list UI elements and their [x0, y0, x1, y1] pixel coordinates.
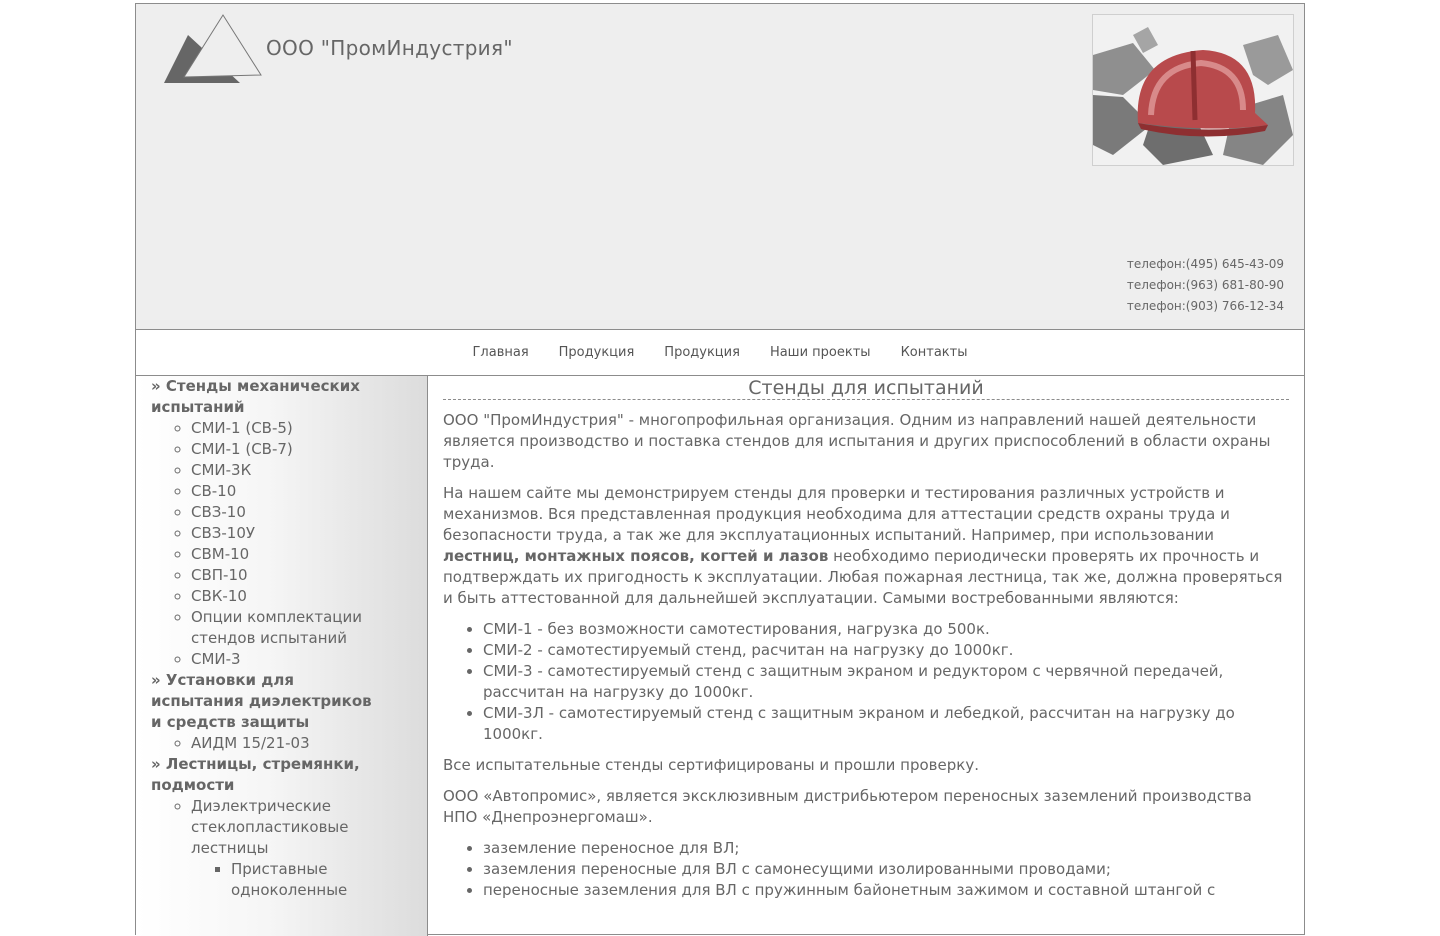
sidebar-item[interactable]: ◦ СВЗ-10У [191, 523, 427, 544]
list-item: • переносные заземления для ВЛ с пружинным байонетным зажимом и составной штангой с [483, 880, 1289, 901]
sidebar-item[interactable]: ◦ СВ-10 [191, 481, 427, 502]
category-mechanical-stands[interactable]: » Стенды механических испытаний [151, 377, 360, 416]
sidebar-item[interactable]: ◦ СВЗ-10 [191, 502, 427, 523]
nav-products-1[interactable]: Продукция [558, 345, 635, 360]
sidebar-item[interactable]: ◦ СМИ-1 (СВ-5) [191, 418, 427, 439]
intro-paragraph: ООО "ПромИндустрия" - многопрофильная организация. Одним из направлений нашей деятельности является производство и поставка стендов для испытания и других приспособлений в области охраны труда. [443, 411, 1271, 471]
list-item: • СМИ-3 - самотестируемый стенд с защитным экраном и редуктором с червячной передачей, рассчитан на нагрузку до 1000кг. [483, 661, 1289, 703]
description-bold: лестниц, монтажных поясов, когтей и лазов [443, 547, 829, 565]
sidebar-subitem[interactable]: ▪ Приставные одноколенные [231, 859, 427, 901]
list-item: • заземление переносное для ВЛ; [483, 838, 1289, 859]
list-item: • СМИ-1 - без возможности самотестирования, нагрузка до 500к. [483, 619, 1289, 640]
list-item: • заземления переносные для ВЛ с самонесущими изолированными проводами; [483, 859, 1289, 880]
sidebar [136, 376, 428, 936]
certification-paragraph: Все испытательные стенды сертифицированы и прошли проверку. [443, 756, 979, 774]
sidebar-item [191, 796, 427, 901]
category-dielectric-testing[interactable]: » Установки для испытания диэлектриков и средств защиты [151, 671, 372, 731]
phone-list [1127, 254, 1284, 317]
category-ladders[interactable]: » Лестницы, стремянки, подмости [151, 755, 360, 794]
description-text-end: необходимо периодически проверять их прочность и подтверждать их пригодность к эксплуатации. Любая пожарная лестница, так же, должна проверяться и быть аттестованной для дальнейшей эксплуатации. Самыми востребованными являются: [443, 547, 1283, 607]
category-item [151, 670, 427, 754]
page-title: Стенды для испытаний [443, 376, 1289, 400]
subcategory-list [151, 733, 427, 754]
sidebar-item[interactable]: ◦ АИДМ 15/21-03 [191, 733, 427, 754]
sidebar-item[interactable]: ◦ СМИ-3 [191, 649, 427, 670]
nav-home[interactable]: Главная [472, 345, 529, 360]
subsubcategory-list [191, 859, 427, 901]
phone-2: телефон:(963) 681-80-90 [1126, 278, 1284, 292]
category-item [151, 754, 427, 901]
sidebar-item-dielectric-ladders[interactable]: Диэлектрические стеклопластиковые лестницы [191, 797, 349, 857]
site-header [136, 4, 1304, 330]
sidebar-item[interactable]: ◦ СВП-10 [191, 565, 427, 586]
main-content [443, 376, 1289, 901]
company-logo[interactable] [162, 13, 262, 85]
nav-contacts[interactable]: Контакты [900, 345, 968, 360]
sidebar-item[interactable]: ◦ СВМ-10 [191, 544, 427, 565]
description-paragraph [443, 483, 1289, 609]
list-item: • СМИ-2 - самотестируемый стенд, расчитан на нагрузку до 1000кг. [483, 640, 1289, 661]
list-item: • СМИ-3Л - самотестируемый стенд с защитным экраном и лебедкой, рассчитан на нагрузку до 1000кг. [483, 703, 1289, 745]
sidebar-item[interactable]: ◦ СМИ-1 (СВ-7) [191, 439, 427, 460]
sidebar-item[interactable]: ◦ СВК-10 [191, 586, 427, 607]
page-container [135, 3, 1305, 935]
company-name: ООО "ПромИндустрия" [266, 36, 513, 60]
main-nav [136, 330, 1304, 376]
grounding-list [443, 838, 1289, 901]
description-text-start: На нашем сайте мы демонстрируем стенды для проверки и тестирования различных устройств и механизмов. Вся представленная продукция необходима для аттестации средств охраны труда и безопасности труда, а так же для эксплуатационных испытаний. Например, при использовании [443, 484, 1230, 544]
nav-products-2[interactable]: Продукция [664, 345, 740, 360]
nav-projects[interactable]: Наши проекты [769, 345, 871, 360]
sidebar-item[interactable]: ◦ Опции комплектации стендов испытаний [191, 607, 427, 649]
subcategory-list [151, 796, 427, 901]
subcategory-list [151, 418, 427, 670]
phone-3: телефон:(903) 766-12-34 [1126, 299, 1284, 313]
sidebar-item[interactable]: ◦ СМИ-3К [191, 460, 427, 481]
hard-hat-image [1092, 14, 1294, 166]
category-list [136, 376, 427, 901]
phone-1: телефон:(495) 645-43-09 [1126, 257, 1284, 271]
distributor-paragraph: ООО «Автопромис», является эксклюзивным дистрибьютером переносных заземлений производства НПО «Днепроэнергомаш». [443, 787, 1252, 826]
stands-list [443, 619, 1289, 745]
category-item [151, 376, 427, 670]
